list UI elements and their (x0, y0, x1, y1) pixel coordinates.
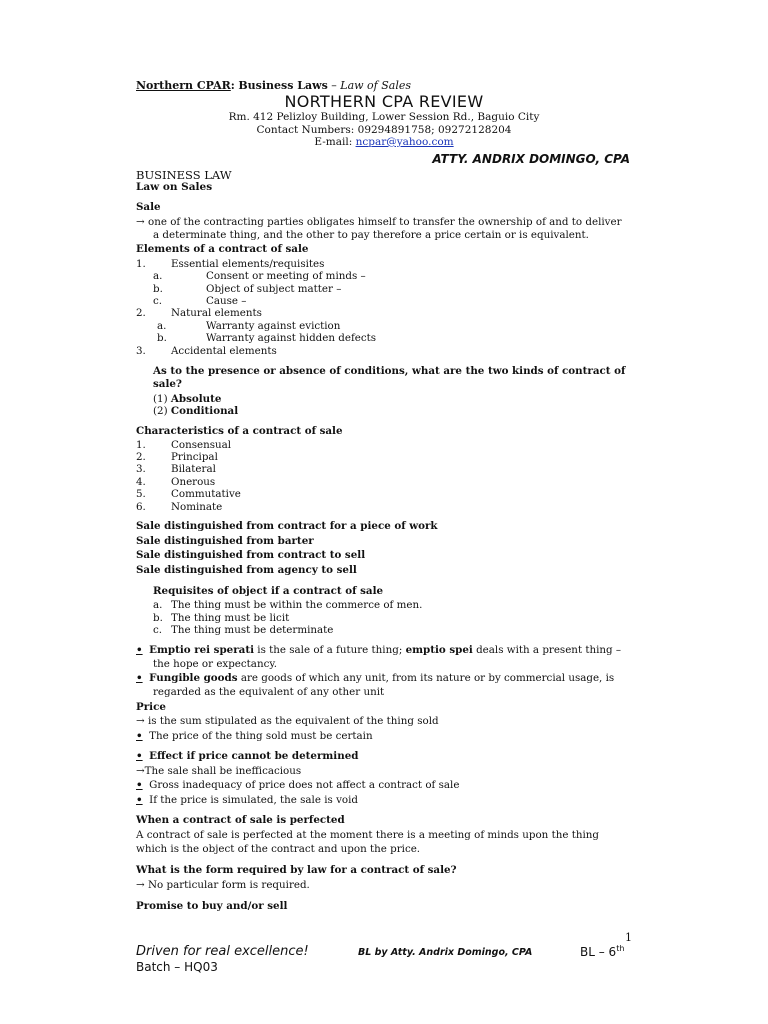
org-address: Rm. 412 Pelizloy Building, Lower Session Rd., Baguio City (228, 111, 540, 123)
footer-batch: Batch – HQ03 (136, 960, 218, 974)
form-answer-text: No particular form is required. (148, 879, 310, 891)
kinds-item-2-num: (2) (153, 405, 168, 417)
running-header (136, 79, 411, 92)
element-item-1a-num: a. (153, 270, 163, 282)
price-definition-text: is the sum stipulated as the equivalent of the thing sold (148, 715, 439, 727)
element-item-1b: Object of subject matter – (206, 283, 342, 295)
element-item-2: Natural elements (171, 307, 262, 319)
arrow-icon: → (136, 879, 145, 891)
element-item-2a: Warranty against eviction (206, 320, 341, 332)
author-name: ATTY. ANDRIX DOMINGO, CPA (432, 152, 630, 166)
fungible-line2: regarded as the equivalent of any other unit (153, 686, 385, 698)
element-item-3-num: 3. (136, 345, 146, 357)
header-org-short: Northern CPAR (136, 79, 231, 92)
effect-item-1 (136, 779, 459, 791)
element-item-3: Accidental elements (171, 345, 277, 357)
element-item-1: Essential elements/requisites (171, 258, 325, 270)
element-item-1c: Cause – (206, 295, 247, 307)
doc-title: BUSINESS LAW (136, 168, 232, 182)
requisites-heading: Requisites of object if a contract of sale (153, 585, 384, 597)
kinds-item-1-text: Absolute (170, 393, 222, 405)
element-item-1a: Consent or meeting of minds – (206, 270, 366, 282)
emptio-term1: Emptio rei sperati (149, 644, 254, 656)
characteristic-3-num: 3. (136, 463, 146, 475)
element-item-2a-num: a. (157, 320, 167, 332)
arrow-icon: → (136, 715, 145, 727)
characteristic-5-num: 5. (136, 488, 146, 500)
characteristic-3: Bilateral (171, 463, 216, 475)
emptio-mid: is the sale of a future thing; (254, 644, 406, 656)
sale-def-text1: one of the contracting parties obligates himself to transfer the ownership of and to deliver (148, 216, 622, 228)
arrow-icon: → (136, 765, 145, 777)
bullet-icon: • (136, 794, 143, 806)
effect-heading-text: Effect if price cannot be determined (149, 750, 359, 762)
footer-tagline: Driven for real excellence! (136, 944, 309, 959)
doc-subtitle: Law on Sales (136, 181, 213, 193)
requisite-c: The thing must be determinate (171, 624, 334, 636)
footer-bl-sup: th (616, 944, 625, 953)
header-colon: : (230, 79, 235, 92)
header-topic: Law of Sales (340, 79, 411, 92)
effect-arrow-text: The sale shall be inefficacious (144, 765, 302, 777)
element-item-2-num: 2. (136, 307, 146, 319)
element-item-1-num: 1. (136, 258, 146, 270)
characteristic-6-num: 6. (136, 501, 146, 513)
perfected-heading: When a contract of sale is perfected (136, 814, 345, 826)
fungible-term: Fungible goods (149, 672, 238, 684)
sale-definition-line2: a determinate thing, and the other to pay therefore a price certain or is equivalent. (153, 229, 589, 241)
promise-heading: Promise to buy and/or sell (136, 900, 288, 912)
distinguished-2: Sale distinguished from barter (136, 535, 314, 547)
characteristic-4: Onerous (171, 476, 216, 488)
price-heading: Price (136, 701, 166, 713)
email-label: E-mail: (314, 136, 356, 148)
price-certain (136, 730, 373, 742)
elements-heading: Elements of a contract of sale (136, 243, 309, 255)
emptio-term2: emptio spei (405, 644, 473, 656)
element-item-2b-num: b. (157, 332, 167, 344)
requisite-b: The thing must be licit (171, 612, 290, 624)
org-contact: Contact Numbers: 09294891758; 09272128204 (256, 124, 512, 136)
characteristic-2: Principal (171, 451, 218, 463)
requisite-a-num: a. (153, 599, 163, 611)
org-title: NORTHERN CPA REVIEW (284, 92, 484, 111)
form-heading: What is the form required by law for a contract of sale? (136, 864, 457, 876)
sale-definition-line1 (136, 216, 622, 228)
effect-item-2-text: If the price is simulated, the sale is void (149, 794, 358, 806)
page-number: 1 (625, 931, 632, 944)
distinguished-1: Sale distinguished from contract for a piece of work (136, 520, 438, 532)
characteristic-4-num: 4. (136, 476, 146, 488)
distinguished-4: Sale distinguished from agency to sell (136, 564, 357, 576)
kinds-item-1 (153, 393, 221, 405)
characteristics-heading: Characteristics of a contract of sale (136, 425, 343, 437)
characteristic-6: Nominate (171, 501, 223, 513)
element-item-1b-num: b. (153, 283, 163, 295)
perfected-line2: which is the object of the contract and upon the price. (136, 843, 421, 855)
requisite-b-num: b. (153, 612, 163, 624)
price-definition (136, 715, 439, 727)
perfected-line1: A contract of sale is perfected at the moment there is a meeting of minds upon the thing (136, 829, 599, 841)
effect-item-1-text: Gross inadequacy of price does not affect a contract of sale (149, 779, 460, 791)
sale-heading: Sale (136, 201, 161, 213)
emptio-tail: deals with a present thing – (472, 644, 622, 656)
bullet-icon: • (136, 750, 143, 762)
form-answer (136, 879, 310, 891)
requisite-a: The thing must be within the commerce of men. (171, 599, 423, 611)
header-subject: Business Laws (238, 79, 328, 92)
bullet-icon: • (136, 644, 143, 656)
footer-credit: BL by Atty. Andrix Domingo, CPA (358, 947, 533, 958)
kinds-item-2 (153, 405, 238, 417)
bullet-icon: • (136, 730, 143, 742)
bullet-icon: • (136, 779, 143, 791)
kinds-item-2-text: Conditional (170, 405, 239, 417)
characteristic-2-num: 2. (136, 451, 146, 463)
effect-item-2 (136, 794, 358, 806)
emptio-line1 (136, 644, 621, 656)
kinds-item-1-num: (1) (153, 393, 168, 405)
effect-arrow-line (136, 765, 301, 777)
kinds-question-line2: sale? (153, 378, 182, 390)
footer-bl (580, 944, 624, 959)
distinguished-3: Sale distinguished from contract to sell (136, 549, 366, 561)
bullet-icon: • (136, 672, 143, 684)
org-email-line (0, 136, 768, 148)
characteristic-5: Commutative (171, 488, 241, 500)
characteristic-1-num: 1. (136, 439, 146, 451)
arrow-icon: → (136, 216, 145, 228)
header-dash: – (327, 79, 341, 92)
email-link[interactable]: ncpar@yahoo.com (355, 136, 454, 148)
characteristic-1: Consensual (171, 439, 232, 451)
footer-bl-text: BL – 6 (580, 945, 617, 959)
requisite-c-num: c. (153, 624, 163, 636)
emptio-line2: the hope or expectancy. (153, 658, 278, 670)
kinds-question-line1: As to the presence or absence of conditions, what are the two kinds of contract of (153, 365, 626, 377)
fungible-line1 (136, 672, 614, 684)
price-certain-text: The price of the thing sold must be certain (149, 730, 373, 742)
effect-heading (136, 750, 358, 762)
element-item-2b: Warranty against hidden defects (206, 332, 377, 344)
element-item-1c-num: c. (153, 295, 163, 307)
fungible-tail: are goods of which any unit, from its nature or by commercial usage, is (237, 672, 615, 684)
